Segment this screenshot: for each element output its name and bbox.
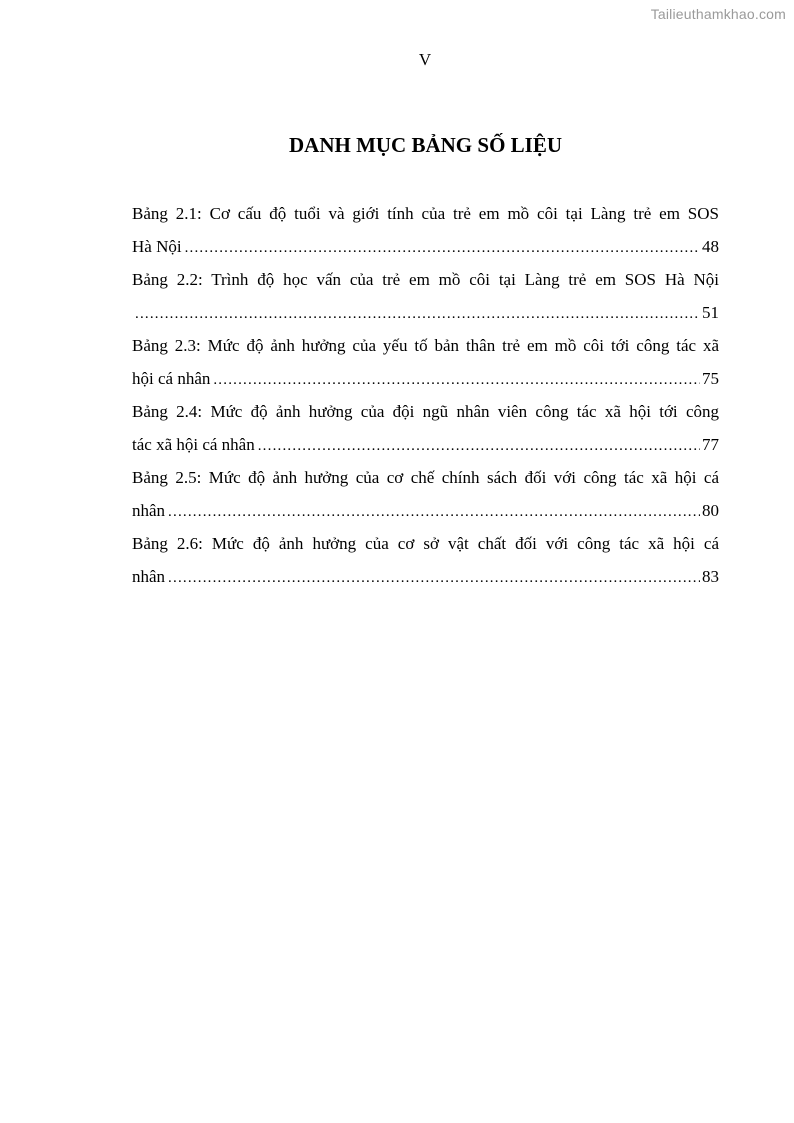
table-entry-title-continued: nhân <box>132 566 166 586</box>
page-title: DANH MỤC BẢNG SỐ LIỆU <box>288 133 563 157</box>
dot-leader <box>135 298 700 331</box>
dot-leader <box>258 430 700 463</box>
table-list-item[interactable] <box>132 462 719 528</box>
table-entry-page: 48 <box>702 236 719 256</box>
dot-leader <box>168 496 700 529</box>
table-entry-leader-line <box>132 561 719 595</box>
table-entry-title: Bảng 2.1: Cơ cấu độ tuổi và giới tính của trẻ em mồ côi tại Làng trẻ em SOS <box>132 204 719 223</box>
table-list-item[interactable] <box>132 198 719 264</box>
table-entry-title: Bảng 2.4: Mức độ ảnh hưởng của đội ngũ nhân viên công tác xã hội tới công <box>132 402 719 421</box>
table-entry-leader-line <box>132 495 719 529</box>
table-list <box>132 198 719 594</box>
table-entry-title: Bảng 2.3: Mức độ ảnh hưởng của yếu tố bản thân trẻ em mồ côi tới công tác xã <box>132 336 719 355</box>
table-entry-leader-line <box>132 429 719 463</box>
table-entry-leader-line <box>132 297 719 331</box>
table-entry-page: 80 <box>702 500 719 520</box>
table-entry-leader-line <box>132 231 719 265</box>
table-entry-page: 83 <box>702 566 719 586</box>
table-entry-page: 77 <box>702 434 719 454</box>
table-entry-title-continued: Hà Nội <box>132 236 182 256</box>
table-entry-page: 51 <box>702 302 719 322</box>
watermark-text: Tailieuthamkhao.com <box>650 6 786 22</box>
table-entry-title: Bảng 2.5: Mức độ ảnh hưởng của cơ chế chính sách đối với công tác xã hội cá <box>132 468 719 487</box>
table-entry-page: 75 <box>702 368 719 388</box>
dot-leader <box>168 562 700 595</box>
table-list-item[interactable] <box>132 264 719 330</box>
table-list-item[interactable] <box>132 528 719 594</box>
table-entry-title-continued: hội cá nhân <box>132 368 211 388</box>
table-list-item[interactable] <box>132 330 719 396</box>
table-entry-title-continued: tác xã hội cá nhân <box>132 434 255 454</box>
table-entry-title-continued: nhân <box>132 500 166 520</box>
page-number: V <box>418 50 432 69</box>
table-entry-title: Bảng 2.6: Mức độ ảnh hưởng của cơ sở vật chất đối với công tác xã hội cá <box>132 534 719 553</box>
dot-leader <box>213 364 700 397</box>
table-entry-leader-line <box>132 363 719 397</box>
table-list-item[interactable] <box>132 396 719 462</box>
table-entry-title: Bảng 2.2: Trình độ học vấn của trẻ em mồ côi tại Làng trẻ em SOS Hà Nội <box>132 270 719 289</box>
dot-leader <box>185 232 700 265</box>
